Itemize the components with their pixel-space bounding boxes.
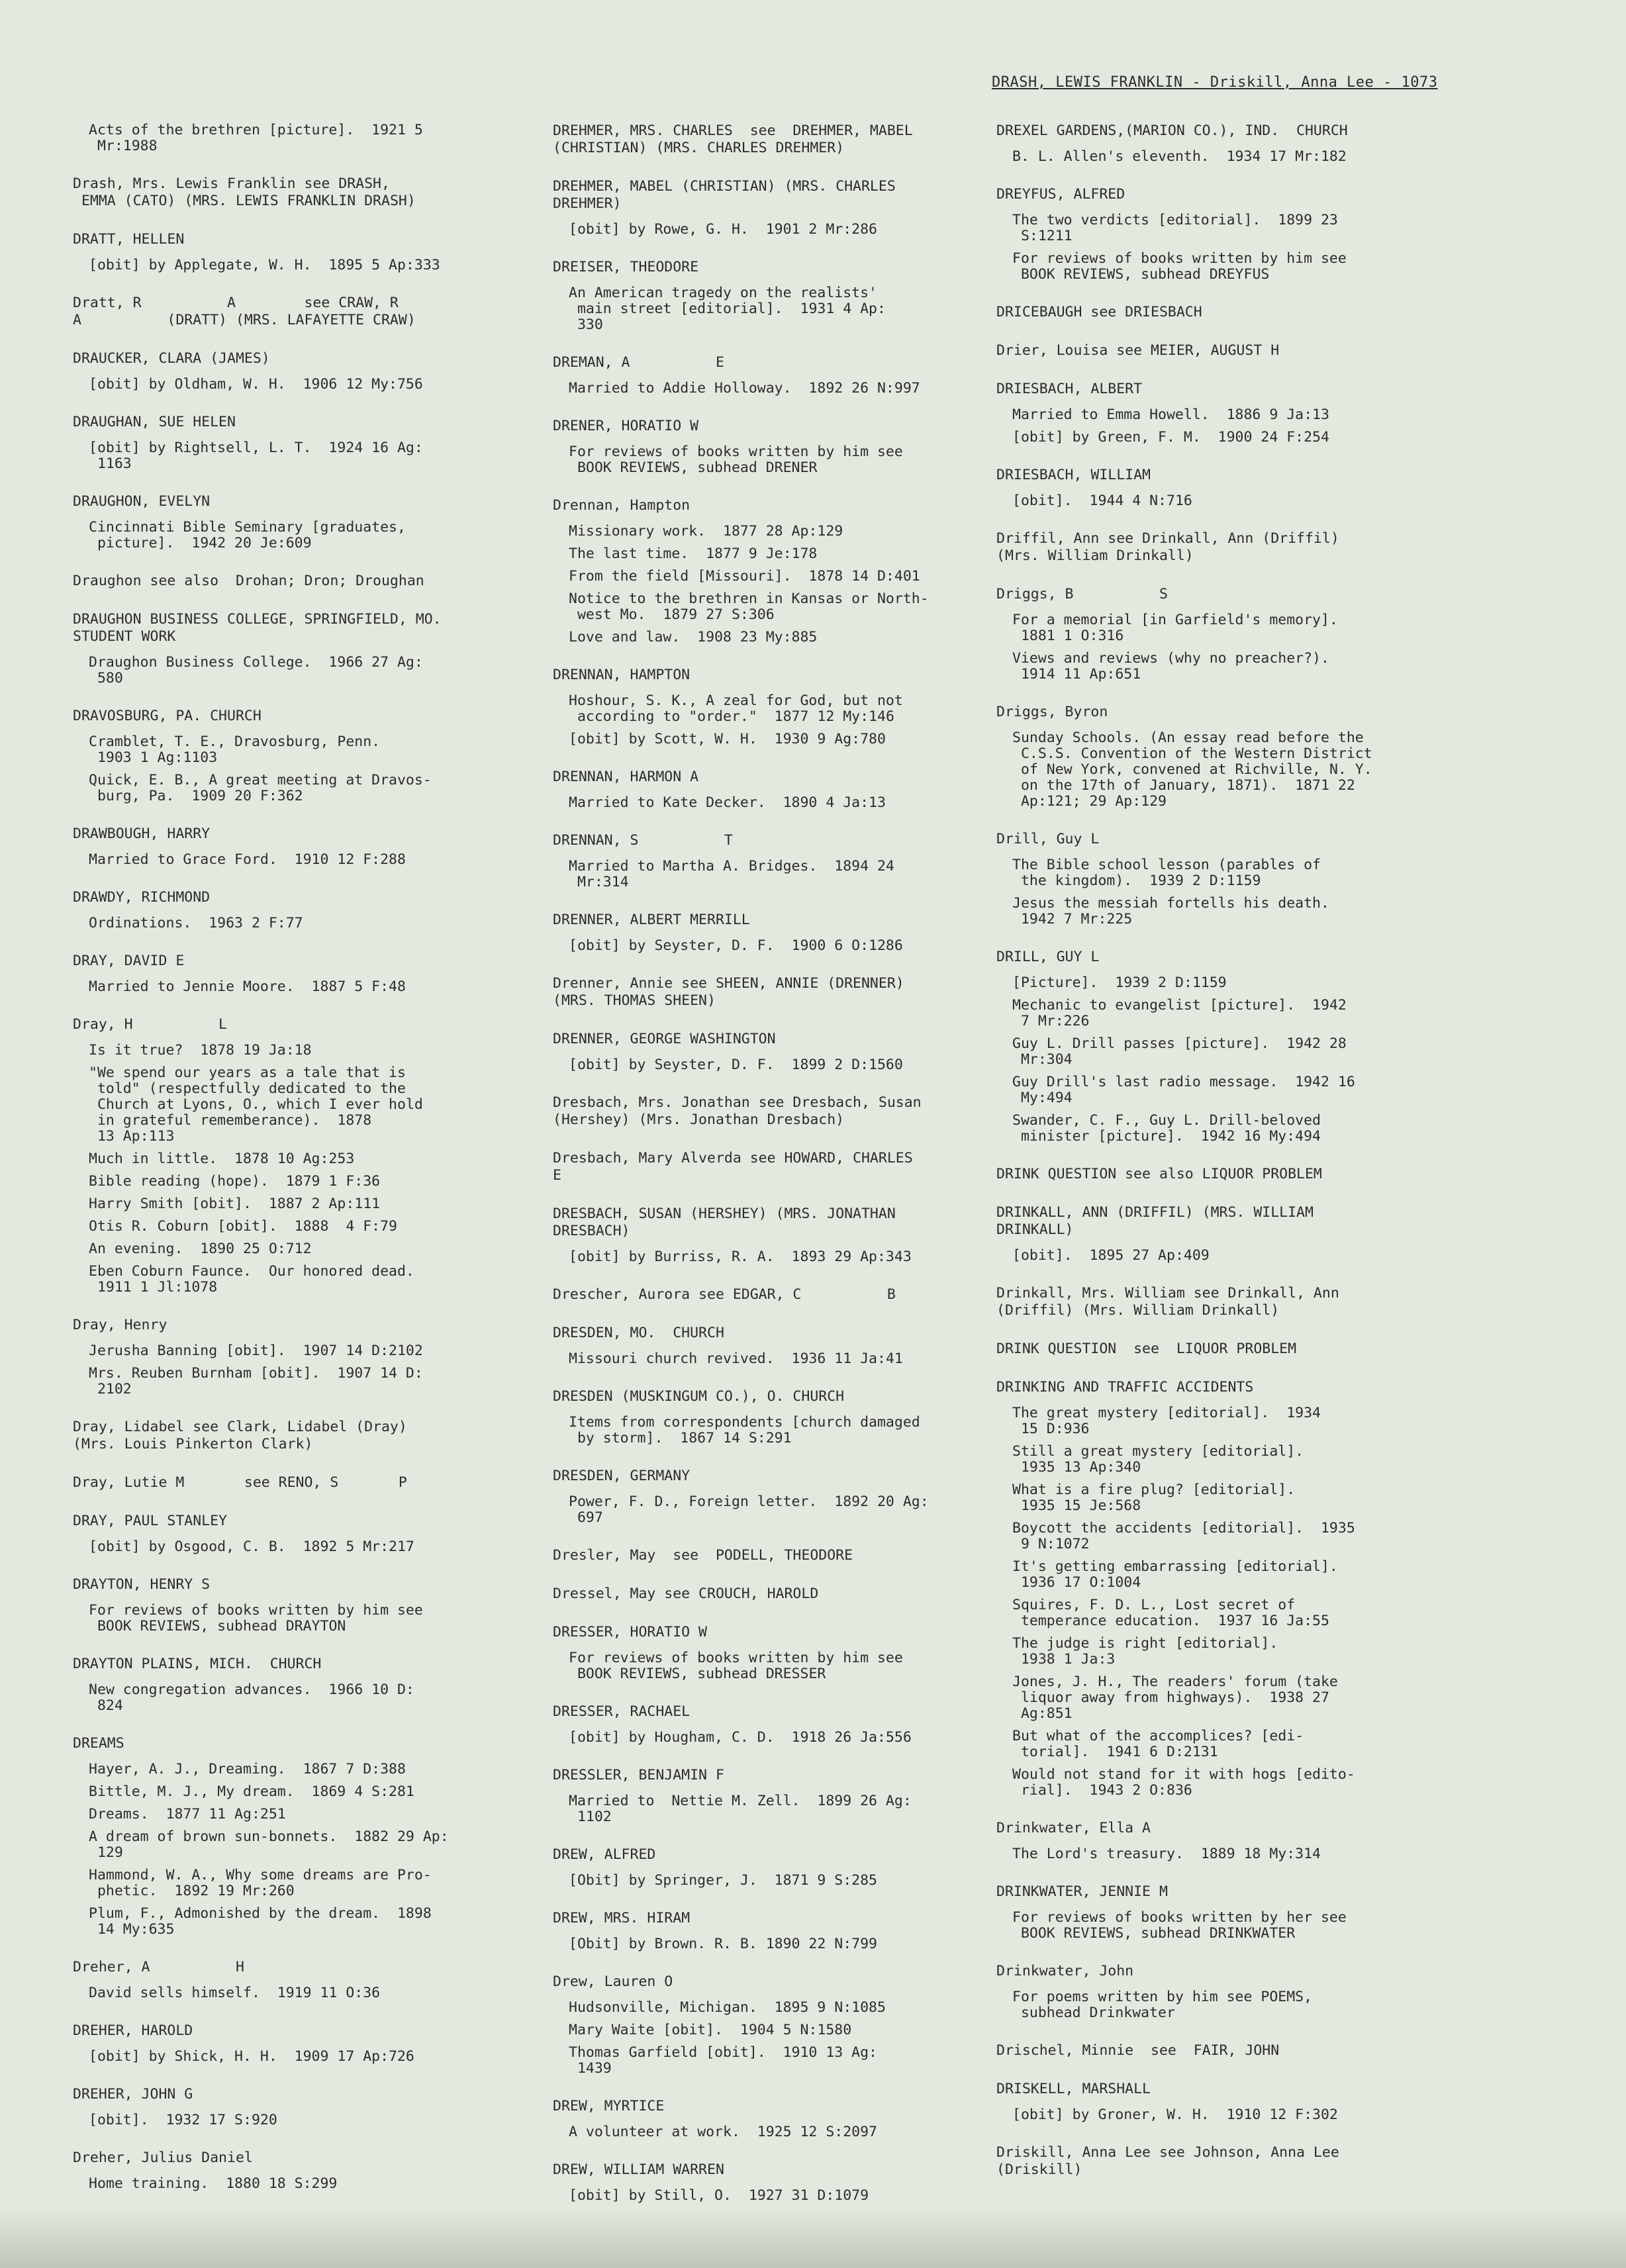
entry-heading: DRAUGHON BUSINESS COLLEGE, SPRINGFIELD, MO. STUDENT WORK (73, 611, 442, 645)
entry-citation: Guy Drill's last radio message. 1942 16 My:494 (1012, 1074, 1355, 1106)
entry-citation: Hudsonville, Michigan. 1895 9 N:1085 (569, 1999, 886, 2016)
entry-heading: DREHMER, MRS. CHARLES see DREHMER, MABEL (CHRISTIAN) (MRS. CHARLES DREHMER) (553, 122, 913, 156)
index-column-2 (553, 122, 1016, 2225)
entry-heading: DRICEBAUGH see DRIESBACH (996, 304, 1202, 320)
entry-heading: DRAWBOUGH, HARRY (73, 826, 211, 842)
entry-citation: Home training. 1880 18 S:299 (89, 2175, 338, 2192)
entry-heading: Drew, Lauren O (553, 1973, 673, 1990)
entry-heading: DRAUCKER, CLARA (JAMES) (73, 350, 270, 367)
entry-heading: DRESDEN (MUSKINGUM CO.), O. CHURCH (553, 1388, 845, 1405)
index-entry (553, 1767, 1016, 1825)
entry-heading: DREHMER, MABEL (CHRISTIAN) (MRS. CHARLES DREHMER) (553, 178, 896, 212)
entry-heading: Drinkall, Mrs. William see Drinkall, Ann (Driffil) (Mrs. William Drinkall) (996, 1285, 1339, 1319)
index-entry (73, 122, 536, 154)
index-entry (553, 1846, 1016, 1889)
entry-citation: [obit] by Rowe, G. H. 1901 2 Mr:286 (569, 221, 877, 238)
entry-heading: DREMAN, A E (553, 354, 724, 371)
entry-heading: DREW, ALFRED (553, 1846, 656, 1863)
entry-citation: Jesus the messiah fortells his death. 1942 7 Mr:225 (1012, 895, 1329, 927)
index-entry (553, 354, 1016, 397)
entry-heading: DREW, MYRTICE (553, 2098, 665, 2114)
index-entry (996, 1883, 1460, 1942)
entry-heading: DRENNAN, S T (553, 832, 733, 849)
entry-citation: For reviews of books written by him see BOOK REVIEWS, subhead DRENER (569, 444, 903, 476)
entry-citation: [obit] by Osgood, C. B. 1892 5 Mr:217 (89, 1538, 414, 1555)
entry-citation: Dreams. 1877 11 Ag:251 (89, 1806, 286, 1822)
index-entry (996, 186, 1460, 283)
entry-heading: DRENNER, GEORGE WASHINGTON (553, 1031, 776, 1047)
index-entry (73, 231, 536, 273)
entry-heading: Dray, Lidabel see Clark, Lidabel (Dray) (Mrs. Louis Pinkerton Clark) (73, 1419, 407, 1452)
index-entry (553, 1973, 1016, 2077)
entry-citation: [obit] by Oldham, W. H. 1906 12 My:756 (89, 376, 423, 393)
index-entry (73, 1513, 536, 1555)
entry-citation: Hoshour, S. K., A zeal for God, but not according to "order." 1877 12 My:146 (569, 692, 903, 725)
entry-citation: Is it true? 1878 19 Ja:18 (89, 1042, 312, 1059)
entry-citation: Mechanic to evangelist [picture]. 1942 7 Mr:226 (1012, 997, 1347, 1029)
index-entry (553, 1031, 1016, 1073)
entry-citation: Draughon Business College. 1966 27 Ag: 580 (89, 654, 423, 686)
index-entry (553, 832, 1016, 890)
entry-citation: [obit] by Shick, H. H. 1909 17 Ap:726 (89, 2048, 414, 2065)
index-entry (553, 1150, 1016, 1184)
entry-heading: Drash, Mrs. Lewis Franklin see DRASH, EMMA (CATO) (MRS. LEWIS FRANKLIN DRASH) (73, 175, 416, 209)
entry-heading: DRAWDY, RICHMOND (73, 889, 211, 906)
index-entry (996, 1204, 1460, 1264)
entry-heading: Dray, Henry (73, 1317, 167, 1333)
index-entry (553, 122, 1016, 157)
entry-citation: The Lord's treasury. 1889 18 My:314 (1012, 1846, 1321, 1862)
entry-heading: DREW, WILLIAM WARREN (553, 2161, 724, 2178)
entry-citation: Power, F. D., Foreign letter. 1892 20 Ag: 697 (569, 1493, 929, 1526)
entry-heading: Drennan, Hampton (553, 497, 691, 514)
index-entry (553, 2161, 1016, 2204)
entry-heading: DRESDEN, GERMANY (553, 1468, 691, 1484)
entry-heading: DRISKELL, MARSHALL (996, 2081, 1151, 2097)
entry-citation: The Bible school lesson (parables of the kingdom). 1939 2 D:1159 (1012, 857, 1321, 889)
entry-heading: Dreher, A H (73, 1959, 244, 1975)
index-entry (553, 1325, 1016, 1367)
index-entry (73, 953, 536, 995)
entry-heading: DRAVOSBURG, PA. CHURCH (73, 708, 262, 724)
entry-citation: Views and reviews (why no preacher?). 1914 11 Ap:651 (1012, 650, 1329, 683)
entry-heading: Dresbach, Mrs. Jonathan see Dresbach, Susan (Hershey) (Mrs. Jonathan Dresbach) (553, 1094, 922, 1128)
entry-heading: DREAMS (73, 1735, 124, 1752)
entry-heading: DRAYTON PLAINS, MICH. CHURCH (73, 1656, 322, 1672)
entry-heading: DRENNAN, HAMPTON (553, 667, 691, 683)
entry-heading: Driggs, B S (996, 586, 1168, 602)
index-entry (996, 304, 1460, 321)
entry-heading: DREYFUS, ALFRED (996, 186, 1125, 203)
index-entry (553, 667, 1016, 747)
index-entry (73, 414, 536, 472)
entry-citation: For reviews of books written by her see BOOK REVIEWS, subhead DRINKWATER (1012, 1909, 1347, 1942)
index-entry (73, 826, 536, 868)
entry-heading: DRESSER, HORATIO W (553, 1624, 707, 1640)
entry-heading: DRENER, HORATIO W (553, 418, 699, 434)
index-entry (73, 611, 536, 686)
entry-heading: Drill, Guy L (996, 831, 1100, 847)
entry-citation: Squires, F. D. L., Lost secret of temperance education. 1937 16 Ja:55 (1012, 1597, 1329, 1629)
page-edge-shadow (0, 2208, 1626, 2268)
entry-citation: Mary Waite [obit]. 1904 5 N:1580 (569, 2022, 852, 2038)
entry-heading: DREXEL GARDENS,(MARION CO.), IND. CHURCH (996, 122, 1348, 139)
entry-citation: [Obit] by Springer, J. 1871 9 S:285 (569, 1872, 877, 1889)
entry-citation: Married to Addie Holloway. 1892 26 N:997 (569, 380, 920, 397)
entry-heading: DRAYTON, HENRY S (73, 1576, 211, 1593)
index-entry (553, 418, 1016, 476)
index-entry (996, 586, 1460, 683)
entry-citation: [obit] by Groner, W. H. 1910 12 F:302 (1012, 2106, 1338, 2123)
entry-citation: [obit] by Applegate, W. H. 1895 5 Ap:333 (89, 257, 440, 273)
entry-heading: DRAY, PAUL STANLEY (73, 1513, 227, 1529)
entry-heading: Drinkwater, John (996, 1963, 1134, 1979)
index-entry (996, 831, 1460, 927)
entry-citation: For a memorial [in Garfield's memory]. 1881 1 O:316 (1012, 612, 1338, 644)
entry-citation: It's getting embarrassing [editorial]. 1936 17 O:1004 (1012, 1558, 1338, 1591)
index-entry (553, 1910, 1016, 1952)
entry-citation: "We spend our years as a tale that is told" (respectfully dedicated to the Church at Lyons, O., which I ever hold in grateful rememberance). 1878 13 Ap:113 (89, 1064, 423, 1145)
entry-citation: Cincinnati Bible Seminary [graduates, picture]. 1942 20 Je:609 (89, 519, 406, 551)
entry-citation: Swander, C. F., Guy L. Drill-beloved minister [picture]. 1942 16 My:494 (1012, 1112, 1321, 1145)
index-entry (553, 912, 1016, 954)
entry-citation: Married to Martha A. Bridges. 1894 24 Mr:314 (569, 858, 894, 890)
entry-citation: [obit]. 1944 4 N:716 (1012, 493, 1192, 509)
entry-heading: DRIESBACH, WILLIAM (996, 467, 1151, 483)
index-entry (553, 1703, 1016, 1746)
entry-heading: DREHER, HAROLD (73, 2022, 193, 2039)
index-entry (553, 975, 1016, 1010)
entry-heading: Dresler, May see PODELL, THEODORE (553, 1547, 853, 1564)
entry-citation: Harry Smith [obit]. 1887 2 Ap:111 (89, 1196, 381, 1212)
index-entry (996, 1285, 1460, 1319)
entry-citation: The two verdicts [editorial]. 1899 23 S:1211 (1012, 212, 1338, 244)
entry-heading: Dratt, R A see CRAW, R A (DRATT) (MRS. LAFAYETTE CRAW) (73, 295, 416, 328)
index-entry (553, 259, 1016, 333)
index-entry (73, 1959, 536, 2001)
entry-citation: But what of the accomplices? [edi- torial]. 1941 6 D:2131 (1012, 1728, 1304, 1760)
entry-citation: [obit]. 1932 17 S:920 (89, 2112, 277, 2128)
entry-heading: Drenner, Annie see SHEEN, ANNIE (DRENNER) (MRS. THOMAS SHEEN) (553, 975, 904, 1009)
entry-citation: Married to Emma Howell. 1886 9 Ja:13 (1012, 406, 1329, 423)
entry-heading: DRINKALL, ANN (DRIFFIL) (MRS. WILLIAM DRINKALL) (996, 1204, 1314, 1238)
index-entry (73, 1016, 536, 1296)
entry-citation: B. L. Allen's eleventh. 1934 17 Mr:182 (1012, 148, 1347, 165)
index-entry (73, 1576, 536, 1634)
entry-heading: DRINKING AND TRAFFIC ACCIDENTS (996, 1379, 1254, 1395)
index-entry (73, 1735, 536, 1938)
entry-citation: [obit] by Scott, W. H. 1930 9 Ag:780 (569, 731, 886, 747)
entry-citation: [Obit] by Brown. R. B. 1890 22 N:799 (569, 1936, 877, 1952)
index-entry (996, 1379, 1460, 1799)
entry-heading: DRAUGHAN, SUE HELEN (73, 414, 236, 430)
entry-citation: Love and law. 1908 23 My:885 (569, 629, 818, 645)
entry-citation: Notice to the brethren in Kansas or North- west Mo. 1879 27 S:306 (569, 591, 929, 623)
index-entry (553, 1388, 1016, 1446)
entry-heading: DREHER, JOHN G (73, 2086, 193, 2103)
entry-citation: [obit]. 1895 27 Ap:409 (1012, 1247, 1210, 1264)
index-entry (73, 1419, 536, 1453)
entry-citation: Guy L. Drill passes [picture]. 1942 28 Mr:304 (1012, 1035, 1347, 1068)
index-entry (73, 175, 536, 210)
entry-citation: For reviews of books written by him see BOOK REVIEWS, subhead DREYFUS (1012, 250, 1347, 283)
entry-citation: Bittle, M. J., My dream. 1869 4 S:281 (89, 1783, 414, 1800)
entry-citation: Plum, F., Admonished by the dream. 1898 14 My:635 (89, 1905, 432, 1938)
entry-citation: Would not stand for it with hogs [edito- rial]. 1943 2 O:836 (1012, 1766, 1355, 1799)
index-entry (996, 1963, 1460, 2021)
index-entry (553, 1094, 1016, 1129)
entry-heading: DRESSER, RACHAEL (553, 1703, 691, 1720)
index-entry (73, 1474, 536, 1491)
entry-citation: The last time. 1877 9 Je:178 (569, 545, 818, 562)
entry-citation: Married to Grace Ford. 1910 12 F:288 (89, 851, 406, 868)
entry-heading: DRENNAN, HARMON A (553, 769, 699, 785)
index-entry (73, 350, 536, 393)
entry-citation: Acts of the brethren [picture]. 1921 5 Mr:1988 (89, 122, 423, 154)
entry-citation: A volunteer at work. 1925 12 S:2097 (569, 2124, 877, 2140)
index-entry (553, 1468, 1016, 1526)
entry-citation: Quick, E. B., A great meeting at Dravos- burg, Pa. 1909 20 F:362 (89, 772, 432, 804)
index-entry (996, 2042, 1460, 2059)
index-entry (73, 1656, 536, 1714)
index-entry (73, 2022, 536, 2065)
index-entry (73, 1317, 536, 1397)
entry-citation: Mrs. Reuben Burnham [obit]. 1907 14 D: 2102 (89, 1365, 423, 1397)
entry-heading: Dray, Lutie M see RENO, S P (73, 1474, 407, 1491)
entry-citation: Married to Kate Decker. 1890 4 Ja:13 (569, 794, 886, 811)
index-entry (553, 769, 1016, 811)
entry-citation: Cramblet, T. E., Dravosburg, Penn. 1903 1 Ag:1103 (89, 733, 381, 766)
entry-heading: Dresbach, Mary Alverda see HOWARD, CHARLES E (553, 1150, 913, 1184)
entry-heading: DREISER, THEODORE (553, 259, 699, 275)
entry-citation: Otis R. Coburn [obit]. 1888 4 F:79 (89, 1218, 397, 1235)
index-entry (996, 530, 1460, 565)
index-entry (73, 2150, 536, 2192)
entry-citation: [obit] by Seyster, D. F. 1899 2 D:1560 (569, 1057, 903, 1073)
entry-citation: [obit] by Rightsell, L. T. 1924 16 Ag: 1163 (89, 440, 423, 472)
entry-heading: Drier, Louisa see MEIER, AUGUST H (996, 342, 1280, 359)
index-entry (996, 2144, 1460, 2179)
entry-heading: DRILL, GUY L (996, 949, 1100, 965)
entry-heading: DRESBACH, SUSAN (HERSHEY) (MRS. JONATHAN DRESBACH) (553, 1205, 896, 1239)
index-entry (996, 1820, 1460, 1862)
entry-citation: [obit] by Green, F. M. 1900 24 F:254 (1012, 429, 1329, 446)
entry-citation: Missionary work. 1877 28 Ap:129 (569, 523, 843, 540)
index-entry (996, 949, 1460, 1145)
entry-heading: DRINKWATER, JENNIE M (996, 1883, 1168, 1900)
index-entry (553, 1205, 1016, 1265)
entry-citation: Thomas Garfield [obit]. 1910 13 Ag: 1439 (569, 2044, 877, 2077)
index-entry (996, 467, 1460, 509)
entry-citation: Still a great mystery [editorial]. 1935 13 Ap:340 (1012, 1443, 1304, 1476)
entry-citation: Eben Coburn Faunce. Our honored dead. 1911 1 Jl:1078 (89, 1263, 414, 1296)
index-entry (996, 342, 1460, 359)
entry-heading: Dray, H L (73, 1016, 227, 1033)
entry-heading: Drinkwater, Ella A (996, 1820, 1151, 1836)
entry-citation: Hammond, W. A., Why some dreams are Pro- phetic. 1892 19 Mr:260 (89, 1867, 432, 1899)
index-entry (996, 2081, 1460, 2123)
entry-heading: DRINK QUESTION see LIQUOR PROBLEM (996, 1341, 1297, 1357)
index-entry (996, 381, 1460, 446)
entry-citation: Ordinations. 1963 2 F:77 (89, 915, 303, 931)
entry-heading: Drischel, Minnie see FAIR, JOHN (996, 2042, 1280, 2059)
entry-citation: Married to Nettie M. Zell. 1899 26 Ag: 1102 (569, 1793, 912, 1825)
index-entry (73, 573, 536, 590)
entry-citation: Boycott the accidents [editorial]. 1935 9 N:1072 (1012, 1520, 1355, 1552)
entry-heading: DRAY, DAVID E (73, 953, 185, 969)
index-entry (996, 1166, 1460, 1183)
entry-citation: Jones, J. H., The readers' forum (take liquor away from highways). 1938 27 Ag:851 (1012, 1674, 1338, 1722)
index-entry (553, 1624, 1016, 1682)
entry-citation: Items from correspondents [church damaged by storm]. 1867 14 S:291 (569, 1414, 920, 1446)
index-entry (73, 708, 536, 804)
entry-citation: [Picture]. 1939 2 D:1159 (1012, 974, 1227, 991)
index-column-3 (996, 122, 1460, 2200)
entry-heading: DRESSLER, BENJAMIN F (553, 1767, 724, 1783)
entry-citation: [obit] by Burriss, R. A. 1893 29 Ap:343 (569, 1249, 912, 1265)
entry-citation: [obit] by Hougham, C. D. 1918 26 Ja:556 (569, 1729, 912, 1746)
entry-citation: Much in little. 1878 10 Ag:253 (89, 1151, 355, 1167)
entry-citation: The great mystery [editorial]. 1934 15 D:936 (1012, 1405, 1321, 1437)
entry-heading: DRINK QUESTION see also LIQUOR PROBLEM (996, 1166, 1322, 1182)
entry-heading: DRESDEN, MO. CHURCH (553, 1325, 724, 1341)
entry-citation: Married to Jennie Moore. 1887 5 F:48 (89, 978, 406, 995)
entry-citation: Sunday Schools. (An essay read before the C.S.S. Convention of the Western District of New York, convened at Richville, N. Y. on the 17th of January, 1871). 1871 22 Ap:121; 29 Ap:129 (1012, 730, 1372, 810)
entry-citation: An American tragedy on the realists' main street [editorial]. 1931 4 Ap: 330 (569, 285, 886, 333)
index-entry (553, 2098, 1016, 2140)
index-entry (553, 1585, 1016, 1603)
entry-citation: A dream of brown sun-bonnets. 1882 29 Ap: 129 (89, 1828, 449, 1861)
entry-citation: David sells himself. 1919 11 O:36 (89, 1985, 381, 2001)
index-entry (73, 889, 536, 931)
entry-citation: Missouri church revived. 1936 11 Ja:41 (569, 1350, 903, 1367)
entry-citation: For poems written by him see POEMS, subhead Drinkwater (1012, 1989, 1313, 2021)
index-entry (996, 704, 1460, 810)
entry-heading: Drescher, Aurora see EDGAR, C B (553, 1286, 896, 1303)
index-entry (553, 1547, 1016, 1564)
entry-citation: Hayer, A. J., Dreaming. 1867 7 D:388 (89, 1761, 406, 1777)
entry-citation: Bible reading (hope). 1879 1 F:36 (89, 1173, 381, 1190)
entry-heading: Dreher, Julius Daniel (73, 2150, 253, 2166)
index-entry (996, 122, 1460, 165)
entry-citation: [obit] by Seyster, D. F. 1900 6 O:1286 (569, 937, 903, 954)
index-entry (553, 178, 1016, 238)
entry-heading: DRIESBACH, ALBERT (996, 381, 1143, 397)
index-entry (73, 493, 536, 551)
entry-citation: What is a fire plug? [editorial]. 1935 15 Je:568 (1012, 1482, 1296, 1514)
entry-citation: For reviews of books written by him see BOOK REVIEWS, subhead DRAYTON (89, 1602, 423, 1634)
entry-citation: [obit] by Still, O. 1927 31 D:1079 (569, 2187, 869, 2204)
entry-citation: An evening. 1890 25 O:712 (89, 1241, 312, 1257)
entry-heading: Draughon see also Drohan; Dron; Droughan (73, 573, 424, 589)
entry-heading: Driskill, Anna Lee see Johnson, Anna Lee (Driskill) (996, 2144, 1339, 2178)
entry-heading: Dressel, May see CROUCH, HAROLD (553, 1585, 819, 1602)
index-entry (73, 2086, 536, 2128)
index-column-1 (73, 122, 536, 2213)
entry-citation: From the field [Missouri]. 1878 14 D:401 (569, 568, 920, 585)
entry-heading: DRENNER, ALBERT MERRILL (553, 912, 750, 928)
index-entry (73, 295, 536, 329)
entry-heading: DRATT, HELLEN (73, 231, 185, 248)
index-entry (553, 1286, 1016, 1303)
index-entry (553, 497, 1016, 645)
index-entry (996, 1341, 1460, 1358)
entry-heading: DRAUGHON, EVELYN (73, 493, 211, 510)
entry-heading: DREW, MRS. HIRAM (553, 1910, 691, 1926)
running-head: DRASH, LEWIS FRANKLIN - Driskill, Anna Lee - 1073 (992, 74, 1438, 91)
entry-heading: Driggs, Byron (996, 704, 1108, 720)
entry-heading: Driffil, Ann see Drinkall, Ann (Driffil) (Mrs. William Drinkall) (996, 530, 1339, 564)
entry-citation: Jerusha Banning [obit]. 1907 14 D:2102 (89, 1343, 423, 1359)
entry-citation: The judge is right [editorial]. 1938 1 Ja:3 (1012, 1635, 1278, 1668)
entry-citation: For reviews of books written by him see BOOK REVIEWS, subhead DRESSER (569, 1650, 903, 1682)
entry-citation: New congregation advances. 1966 10 D: 824 (89, 1681, 414, 1714)
